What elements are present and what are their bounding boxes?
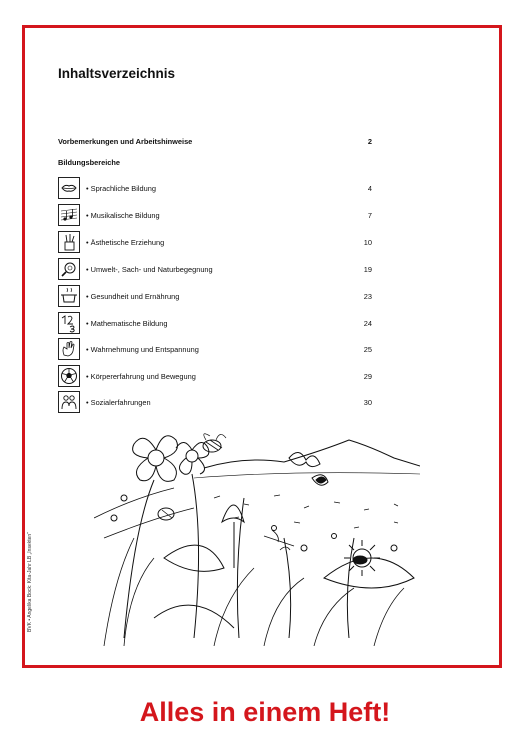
toc-item-label: • Umwelt-, Sach- und Naturbegegnung	[86, 265, 213, 274]
hand-icon	[58, 338, 80, 360]
toc-item-page: 23	[363, 292, 372, 301]
banner-text: Alles in einem Heft!	[139, 697, 391, 727]
toc-prelim-row	[58, 137, 372, 146]
toc-item-page: 25	[363, 345, 372, 354]
toc-item-page: 10	[363, 238, 372, 247]
toc-item-umwelt-sach-naturbegegnung	[58, 258, 372, 280]
toc-item-page: 4	[367, 184, 372, 193]
people-icon	[58, 391, 80, 413]
page-title: Inhaltsverzeichnis	[58, 66, 176, 81]
toc-item-label: • Körpererfahrung und Bewegung	[86, 372, 196, 381]
toc-item-sprachliche-bildung	[58, 177, 372, 199]
numbers-icon	[58, 312, 80, 334]
toc-item-gesundheit-ernaehrung	[58, 285, 372, 307]
toc-item-label: • Sozialerfahrungen	[86, 398, 151, 407]
music-notes-icon	[58, 204, 80, 226]
toc-item-page: 29	[363, 372, 372, 381]
toc-item-musikalische-bildung	[58, 204, 372, 226]
toc-item-label: • Sprachliche Bildung	[86, 184, 156, 193]
toc-item-label: • Musikalische Bildung	[86, 211, 160, 220]
lips-icon	[58, 177, 80, 199]
toc-item-page: 7	[367, 211, 372, 220]
toc-item-koerpererfahrung-bewegung	[58, 365, 372, 387]
toc-prelim-label: Vorbemerkungen und Arbeitshinweise	[58, 137, 193, 146]
side-copyright-note: BVK • Angelika Bock: Kita-Jahr LB „Insekten“	[27, 532, 33, 632]
toc-item-label: • Mathematische Bildung	[86, 319, 168, 328]
magnifier-icon	[58, 258, 80, 280]
football-icon	[58, 365, 80, 387]
meadow-insects-illustration	[94, 418, 420, 646]
toc-prelim-page: 2	[367, 137, 372, 146]
toc-item-page: 30	[363, 398, 372, 407]
toc-item-label: • Wahrnehmung und Entspannung	[86, 345, 199, 354]
paint-brushes-icon	[58, 231, 80, 253]
section-heading: Bildungsbereiche	[58, 158, 121, 167]
toc-item-mathematische-bildung	[58, 312, 372, 334]
toc-item-page: 19	[363, 265, 372, 274]
toc-item-wahrnehmung-entspannung	[58, 338, 372, 360]
toc-item-sozialerfahrungen	[58, 391, 372, 413]
toc-item-aesthetische-erziehung	[58, 231, 372, 253]
toc-item-label: • Ästhetische Erziehung	[86, 238, 165, 247]
toc-item-label: • Gesundheit und Ernährung	[86, 292, 180, 301]
cooking-pot-icon	[58, 285, 80, 307]
toc-item-page: 24	[363, 319, 372, 328]
